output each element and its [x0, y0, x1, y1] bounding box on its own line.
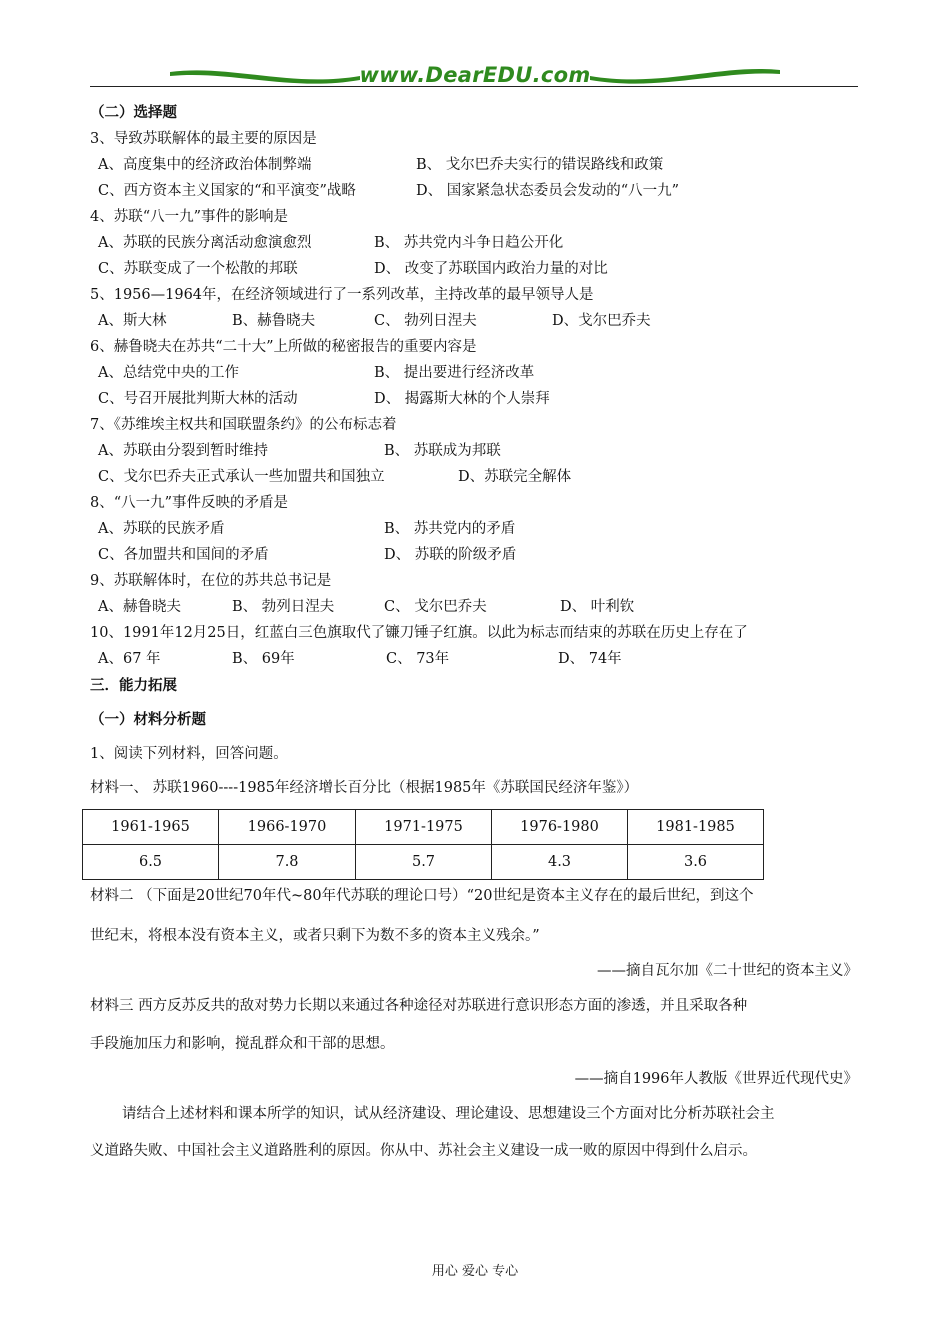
material2-text: 世纪末，将根本没有资本主义，或者只剩下为数不多的资本主义残余。” [90, 928, 540, 944]
question-option: C、戈尔巴乔夫正式承认一些加盟共和国独立 [98, 469, 385, 485]
question-option: B、赫鲁晓夫 [232, 313, 316, 329]
table-header-cell: 1981-1985 [628, 810, 764, 845]
question-option: C、各加盟共和国间的矛盾 [98, 547, 269, 563]
table-cell: 4.3 [492, 845, 628, 880]
question-stem: 6、赫鲁晓夫在苏共“二十大”上所做的秘密报告的重要内容是 [90, 339, 477, 355]
question-option: D、 叶利钦 [560, 599, 635, 615]
header-divider [90, 86, 858, 87]
question-option: C、 73年 [386, 651, 450, 667]
question-stem: 5、1956—1964年，在经济领域进行了一系列改革，主持改革的最早领导人是 [90, 287, 594, 303]
material3-text: 手段施加压力和影响，搅乱群众和干部的思想。 [90, 1036, 395, 1052]
question-option: B、 勃列日涅夫 [232, 599, 335, 615]
question-stem: 8、“八一九”事件反映的矛盾是 [90, 495, 289, 511]
question-option: C、 勃列日涅夫 [374, 313, 477, 329]
table-header-cell: 1976-1980 [492, 810, 628, 845]
question-option: A、67 年 [98, 651, 161, 667]
material1-caption: 材料一、 苏联1960----1985年经济增长百分比（根据1985年《苏联国民经济年鉴》） [90, 780, 639, 796]
table-header-cell: 1966-1970 [219, 810, 356, 845]
question-option: D、苏联完全解体 [458, 469, 572, 485]
table-header-row [83, 810, 764, 845]
material2-source: ——摘自瓦尔加《二十世纪的资本主义》 [597, 963, 858, 979]
table-cell: 3.6 [628, 845, 764, 880]
table-cell: 7.8 [219, 845, 356, 880]
question-option: D、 74年 [558, 651, 622, 667]
question-stem: 10、1991年12月25日，红蓝白三色旗取代了镰刀锤子红旗。以此为标志而结束的苏联在历史上存在了 [90, 625, 748, 641]
question-option: C、 戈尔巴乔夫 [384, 599, 487, 615]
analysis-question: 请结合上述材料和课本所学的知识，试从经济建设、理论建设、思想建设三个方面对比分析苏联社会主 [122, 1106, 775, 1122]
question-option: A、苏联由分裂到暂时维持 [98, 443, 268, 459]
table-header-cell: 1961-1965 [83, 810, 219, 845]
table-row [83, 845, 764, 880]
question-option: A、高度集中的经济政治体制弊端 [98, 157, 312, 173]
question-stem: 7、《苏维埃主权共和国联盟条约》的公布标志着 [90, 417, 397, 433]
question-option: D、戈尔巴乔夫 [552, 313, 651, 329]
question-option: A、苏联的民族分离活动愈演愈烈 [98, 235, 312, 251]
question-stem: 3、导致苏联解体的最主要的原因是 [90, 131, 317, 147]
table-header-cell: 1971-1975 [356, 810, 492, 845]
question-option: B、 苏共党内的矛盾 [384, 521, 516, 537]
question-option: B、 69年 [232, 651, 295, 667]
question-option: D、 改变了苏联国内政治力量的对比 [374, 261, 608, 277]
question-option: B、 提出要进行经济改革 [374, 365, 535, 381]
question-option: D、 苏联的阶级矛盾 [384, 547, 517, 563]
material3-source: ——摘自1996年人教版《世界近代现代史》 [574, 1071, 858, 1087]
question-option: C、苏联变成了一个松散的邦联 [98, 261, 298, 277]
question-option: A、赫鲁晓夫 [98, 599, 181, 615]
material3-text: 材料三 西方反苏反共的敌对势力长期以来通过各种途径对苏联进行意识形态方面的渗透，并且采取各种 [90, 998, 748, 1014]
question-option: A、总结党中央的工作 [98, 365, 239, 381]
section-title: 三．能力拓展 [90, 677, 177, 694]
table-cell: 6.5 [83, 845, 219, 880]
page-footer: 用心 爱心 专心 [431, 1264, 519, 1279]
question-option: D、 揭露斯大林的个人崇拜 [374, 391, 550, 407]
section-choice-title: （二）选择题 [90, 104, 177, 121]
table-cell: 5.7 [356, 845, 492, 880]
analysis-question: 义道路失败、中国社会主义道路胜利的原因。你从中、苏社会主义建设一成一败的原因中得到什么启示。 [90, 1143, 757, 1159]
question-stem: 4、苏联“八一九”事件的影响是 [90, 209, 289, 225]
logo-text: www.DearEDU.com [359, 63, 591, 87]
question-option: B、 苏共党内斗争日趋公开化 [374, 235, 564, 251]
question-option: B、 戈尔巴乔夫实行的错误路线和政策 [416, 157, 664, 173]
question-option: A、斯大林 [98, 313, 167, 329]
question-option: C、西方资本主义国家的“和平演变”战略 [98, 183, 356, 199]
question-option: A、苏联的民族矛盾 [98, 521, 225, 537]
growth-table [82, 809, 764, 880]
material-intro: 1、阅读下列材料，回答问题。 [90, 746, 288, 762]
question-option: B、 苏联成为邦联 [384, 443, 501, 459]
question-stem: 9、苏联解体时，在位的苏共总书记是 [90, 573, 332, 589]
question-option: D、 国家紧急状态委员会发动的“八一九” [416, 183, 680, 199]
material-section-title: （一）材料分析题 [90, 711, 206, 728]
material2-text: 材料二 （下面是20世纪70年代~80年代苏联的理论口号）“20世纪是资本主义存在的最后世纪，到这个 [90, 888, 754, 904]
question-option: C、号召开展批判斯大林的活动 [98, 391, 298, 407]
